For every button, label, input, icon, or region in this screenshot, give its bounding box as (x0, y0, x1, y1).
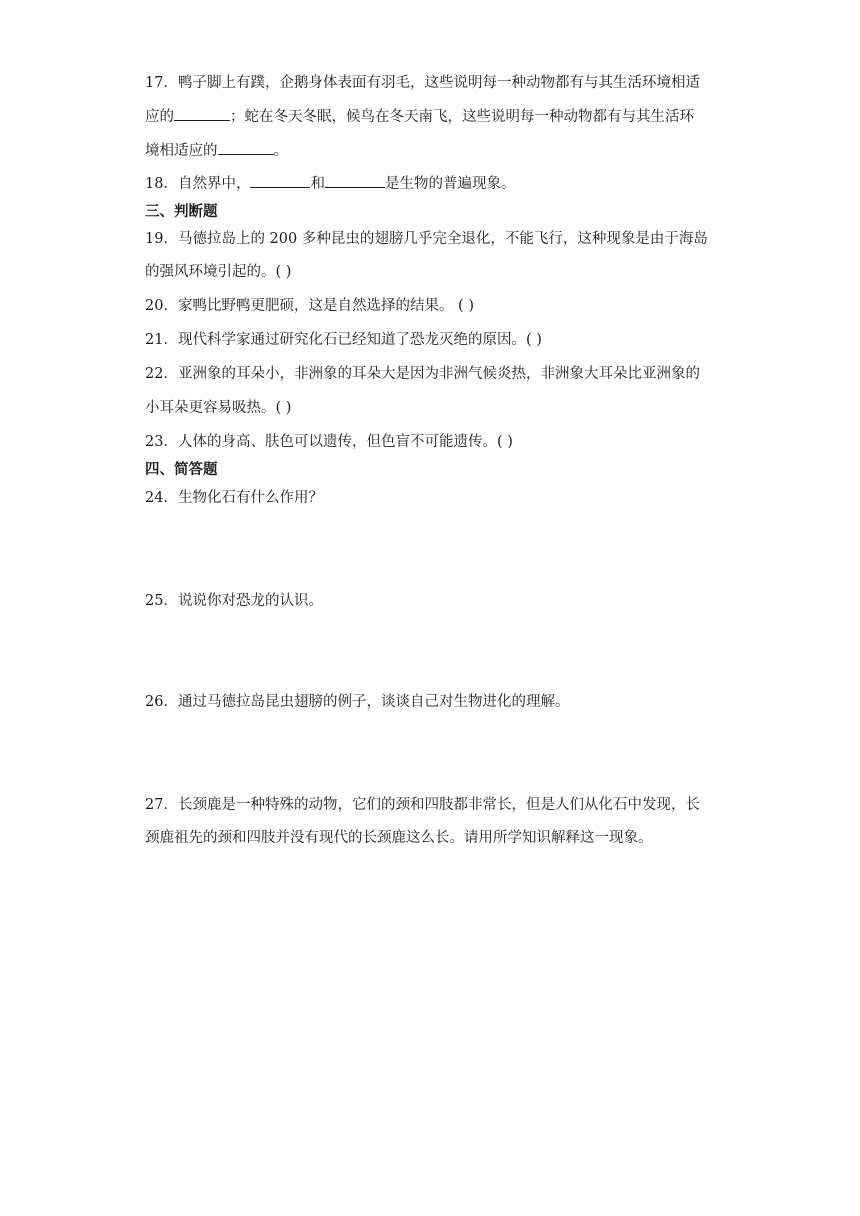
answer-blank-18-1 (250, 173, 310, 188)
question-17-line-1: 17．鸭子脚上有蹼，企鹅身体表面有羽毛，这些说明每一种动物都有与其生活环境相适 (145, 75, 700, 91)
section-heading-judgment: 三、判断题 (145, 204, 218, 220)
question-17-line-3 (145, 140, 288, 161)
question-19-line-1: 19．马德拉岛上的 200 多种昆虫的翅膀几乎完全退化，不能飞行，这种现象是由于海岛 (145, 231, 708, 247)
question-23: 23．人体的身高、肤色可以遗传，但色盲不可能遗传。( ) (145, 434, 513, 450)
answer-blank-18-2 (325, 173, 385, 188)
question-18-text-a: 18．自然界中， (145, 176, 251, 192)
question-27-line-2: 颈鹿祖先的颈和四肢并没有现代的长颈鹿这么长。请用所学知识解释这一现象。 (145, 830, 653, 846)
question-18-text-c: 是生物的普遍现象。 (384, 176, 516, 192)
answer-blank-17-2 (218, 140, 274, 155)
question-22-line-1: 22．亚洲象的耳朵小，非洲象的耳朵大是因为非洲气候炎热，非洲象大耳朵比亚洲象的 (145, 366, 700, 382)
question-25: 25．说说你对恐龙的认识。 (145, 593, 323, 609)
question-19-line-2: 的强风环境引起的。( ) (145, 264, 292, 280)
question-17-text-d: 。 (273, 143, 288, 159)
question-17-text-a: 应的 (145, 109, 174, 125)
question-18-text-b: 和 (310, 176, 325, 192)
question-17-text-c: 境相适应的 (145, 143, 218, 159)
question-22-line-2: 小耳朵更容易吸热。( ) (145, 400, 292, 416)
section-heading-short-answer: 四、简答题 (145, 462, 218, 478)
question-21: 21．现代科学家通过研究化石已经知道了恐龙灭绝的原因。( ) (145, 332, 542, 348)
question-20: 20．家鸭比野鸭更肥硕，这是自然选择的结果。 ( ) (145, 298, 474, 314)
question-17-text-b: ；蛇在冬天冬眠，候鸟在冬天南飞，这些说明每一种动物都有与其生活环 (230, 109, 694, 125)
question-17-line-2 (145, 106, 694, 127)
answer-blank-17-1 (174, 106, 230, 121)
question-26: 26．通过马德拉岛昆虫翅膀的例子，谈谈自己对生物进化的理解。 (145, 694, 570, 710)
question-27-line-1: 27．长颈鹿是一种特殊的动物，它们的颈和四肢都非常长，但是人们从化石中发现，长 (145, 797, 700, 813)
question-24: 24．生物化石有什么作用？ (145, 490, 323, 506)
question-18 (145, 173, 515, 194)
